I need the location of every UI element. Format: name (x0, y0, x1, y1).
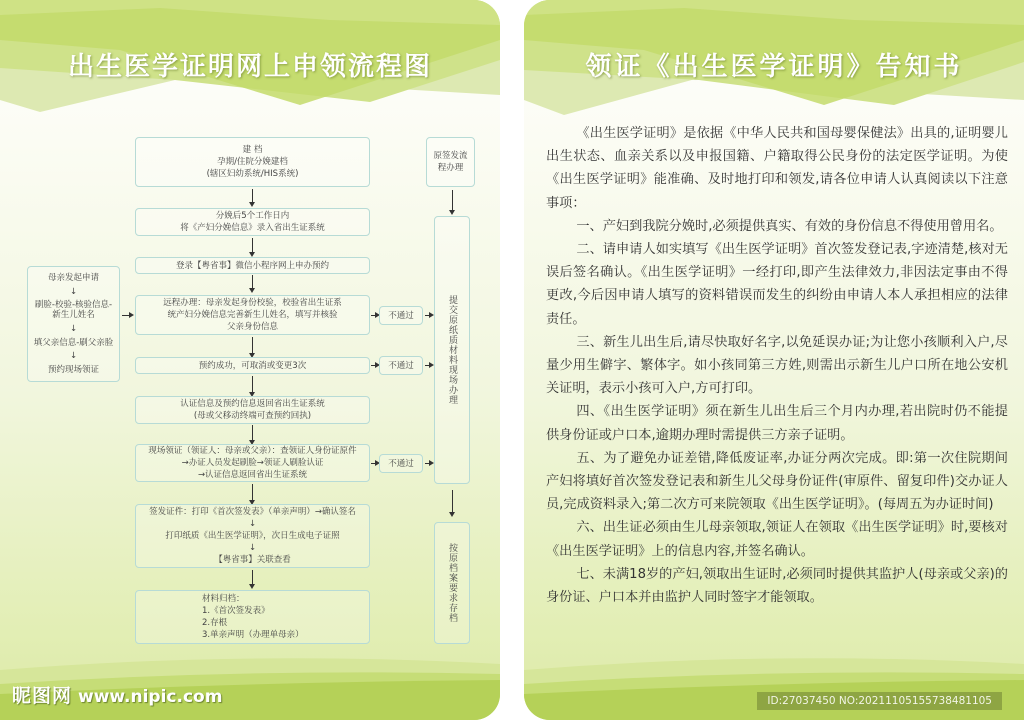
flow-box-original-process (426, 137, 475, 187)
flow-text: 1.《首次签发表》 (202, 606, 270, 616)
arrow-right (371, 365, 376, 366)
flow-text: 提交原纸质材料现场办理 (447, 295, 457, 405)
flow-box-remote (135, 295, 370, 335)
notice-item-4: 四、《出生医学证明》须在新生儿出生后三个月内办理,若出院时仍不能提供身份证或户口本,逾期办理时需提供三方亲子证明。 (546, 404, 1008, 443)
arrow-down (252, 275, 253, 289)
notice-item-2: 二、请申请人如实填写《出生医学证明》首次签发登记表,字迹清楚,核对无误后签名确认。《出生医学证明》一经打印,即产生法律效力,非因法定事由不得更改,今后因申请人填写的资料错误而发生的纠纷由申请人本人承担相应的法律责任。 (546, 242, 1008, 327)
down-arrow-glyph: ↓ (69, 351, 78, 362)
flow-text: 统产妇分娩信息完善新生儿姓名，填写并核验 (167, 310, 338, 320)
flow-text: 按原档案要求存档 (447, 543, 457, 623)
flow-text: 材料归档： (202, 594, 245, 604)
arrow-right (425, 365, 430, 366)
flow-box-onsite (135, 444, 370, 482)
arrow-down (452, 190, 453, 211)
flow-box-filing (135, 590, 370, 644)
flow-text: 打印纸质《出生医学证明》，次日生成电子证照 (165, 531, 340, 541)
notice-item-7: 七、未满18岁的产妇,领取出生证时,必须同时提供其监护人(母亲或父亲)的身份证、户口本并由监护人同时签字才能领取。 (546, 566, 1008, 606)
fail-box-onsite (379, 454, 423, 473)
notice-item-1: 一、产妇到我院分娩时,必须提供真实、有效的身份信息不得使用曾用名。 (576, 218, 1003, 234)
fail-label: 不通过 (388, 310, 414, 321)
flow-text: 2.存根 (202, 618, 228, 628)
watermark-site-name: 昵图网 (12, 685, 73, 707)
fail-box-booked (379, 356, 423, 375)
flow-text: 登录【粤省事】微信小程序网上申办预约 (175, 260, 329, 271)
flow-box-enter-info (135, 208, 370, 236)
fail-label: 不通过 (388, 458, 414, 469)
down-arrow-glyph: ↓ (248, 519, 257, 529)
arrow-down (452, 490, 453, 513)
flow-text: 认证信息及预约信息返回省出生证系统 (180, 399, 325, 409)
arrow-down (252, 484, 253, 501)
flow-text: 刷脸-校验-核验信息- (34, 300, 113, 311)
flow-text: →认证信息返回省出生证系统 (197, 470, 308, 480)
flowchart-panel (0, 0, 500, 720)
flow-text: (辖区妇幼系统/HIS系统) (206, 169, 299, 179)
down-arrow-glyph: ↓ (248, 543, 257, 553)
flow-text: 新生儿姓名 (52, 310, 95, 321)
notice-item-3: 三、新生儿出生后,请尽快取好名字,以免延误办证;为让您小孩顺利入户,尽量少用生僻字、繁体字。如小孩同第三方姓,则需出示新生儿户口所在地公安机关证明，表示小孩可入户,方可打印。 (546, 334, 1008, 397)
flow-text: 填父亲信息-刷父亲脸 (33, 337, 114, 348)
arrow-down (252, 570, 253, 585)
fail-label: 不通过 (388, 360, 414, 371)
image-id-badge: ID:27037450 NO:20211105155738481105 (757, 692, 1002, 710)
arrow-down (252, 376, 253, 393)
arrow-down (252, 337, 253, 354)
notice-item-6: 六、出生证必须由生儿母亲领取,领证人在领取《出生医学证明》时,要核对《出生医学证明》上的信息内容,并签名确认。 (546, 520, 1008, 559)
flow-box-issue (135, 504, 370, 568)
fail-box-remote (379, 306, 423, 325)
flow-text: 建 档 (242, 145, 263, 155)
flow-text: (母或父移动终端可查预约回执) (193, 411, 312, 421)
notice-intro: 《出生医学证明》是依据《中华人民共和国母婴保健法》出具的,证明婴儿出生状态、血亲关系以及申报国籍、户籍取得公民身份的法定医学证明。为使《出生医学证明》能准确、及时地打印和领发,请各位申请人认真阅读以下注意事项： (546, 126, 1008, 211)
flow-text: 【粤省事】关联查看 (214, 555, 291, 565)
flowchart-title: 出生医学证明网上申领流程图 (67, 52, 432, 82)
arrow-down (252, 238, 253, 253)
arrow-down (252, 189, 253, 203)
nipic-watermark (12, 681, 222, 708)
arrow-right (425, 463, 430, 464)
arrow-right (371, 315, 376, 316)
notice-title: 领证《出生医学证明》告知书 (585, 52, 963, 82)
flow-text: 父亲身份信息 (226, 322, 278, 332)
flow-text: 母亲发起申请 (47, 272, 99, 283)
flow-box-mother-apply (27, 266, 120, 382)
flow-text: 3.单亲声明（办理单母亲） (202, 630, 304, 640)
notice-body (546, 122, 1008, 609)
notice-item-5: 五、为了避免办证差错,降低废证率,办证分两次完成。即:第一次住院期间产妇将填好首次签发登记表和新生儿父母身份证件(审原件、留复印件)交办证人员,完成资料录入;第二次方可来院领取《出生医学证明》。(每周五为办证时间) (546, 450, 1008, 513)
flow-box-auth-return (135, 396, 370, 424)
arrow-right (425, 315, 430, 316)
flow-text: 签发证件：打印《首次签发表》（单亲声明）→确认签名 (149, 507, 356, 517)
flow-text: 孕期/住院分娩建档 (217, 157, 288, 167)
flow-text: 分娩后5个工作日内 (215, 211, 290, 221)
flow-text: 现场领证（领证人：母亲或父亲）：查领证人身份证原件 (148, 446, 357, 456)
arrow-down (252, 425, 253, 441)
arrow-right (371, 463, 376, 464)
flow-text: 远程办理：母亲发起身份校验，校验省出生证系 (163, 298, 342, 308)
flow-box-login (135, 257, 370, 274)
flow-box-archive-store (434, 522, 470, 644)
down-arrow-glyph: ↓ (69, 286, 78, 297)
flow-text: 预约成功，可取消或变更3次 (198, 360, 307, 371)
flow-box-submit-paper (434, 216, 470, 484)
flow-text: →办证人员发起刷脸→领证人刷脸认证 (181, 458, 324, 468)
flow-box-archive (135, 137, 370, 187)
watermark-url: www.nipic.com (78, 687, 223, 707)
flow-box-booked (135, 357, 370, 374)
flow-text: 预约现场领证 (47, 365, 99, 376)
flow-text: 原签发流程办理 (433, 151, 468, 173)
flow-text: 将《产妇分娩信息》录入省出生证系统 (180, 223, 325, 233)
down-arrow-glyph: ↓ (69, 323, 78, 334)
notice-panel (524, 0, 1024, 720)
arrow-right (122, 315, 130, 316)
